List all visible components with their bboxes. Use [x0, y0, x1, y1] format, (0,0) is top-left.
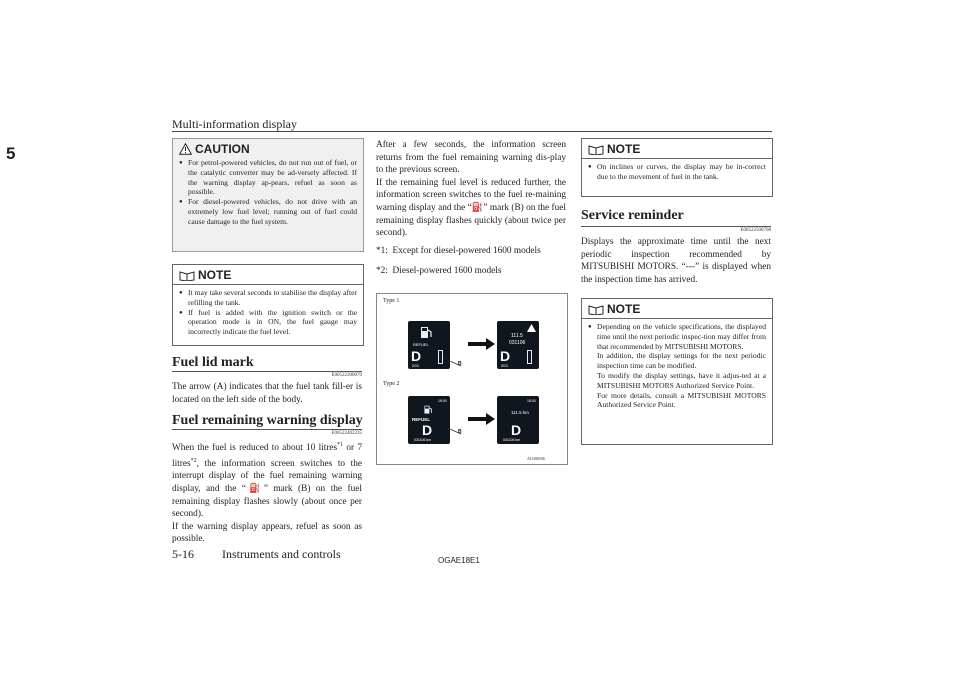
- arrow-right-icon: [468, 338, 496, 350]
- note-item: ● If fuel is added with the ignition switch or the operation mode is in ON, the fuel gauge may incorrectly indicate the fuel level.: [179, 307, 357, 337]
- gear-indicator: D: [500, 348, 511, 364]
- bullet-icon: ●: [588, 164, 592, 170]
- fuel-gauge-bar: [527, 350, 532, 364]
- section-code: E00522402235: [331, 431, 362, 436]
- warning-triangle-icon: [527, 324, 536, 332]
- bullet-icon: ●: [179, 309, 183, 316]
- display-type2-normal: [497, 396, 539, 444]
- fuel-pump-icon: [419, 326, 433, 340]
- trip-readout: 111.5 km: [511, 410, 529, 415]
- section-code: E00522300070: [331, 373, 362, 378]
- note-book-icon: [588, 144, 604, 155]
- odometer: 203: [501, 363, 508, 368]
- caution-label: CAUTION: [195, 142, 250, 156]
- label-b: B: [458, 429, 462, 435]
- chapter-number: 5: [6, 144, 16, 163]
- bullet-icon: ●: [588, 324, 592, 330]
- note-label: NOTE: [607, 302, 641, 316]
- caution-item: ● For petrol-powered vehicles, do not run out of fuel, or the catalytic converter may be ad-versely affected. If the warning display ap-pears, refuel as soon as possible.: [179, 158, 357, 197]
- display-type2-warning: [408, 396, 450, 444]
- caution-header: [173, 139, 363, 158]
- figure-label-type2: Type 2: [383, 381, 400, 387]
- header-rule: [172, 131, 772, 132]
- fuel-lid-text: The arrow (A) indicates that the fuel tank fill-er is located on the left side of the body.: [172, 382, 362, 405]
- note-box-3: [581, 298, 773, 445]
- note-item: ● On inclines or curves, the display may be in-correct due to the movement of fuel in the tank.: [588, 162, 766, 181]
- odometer-readout: 031106: [509, 340, 526, 346]
- refuel-text: REFUEL: [413, 342, 429, 347]
- warning-triangle-icon: [179, 143, 192, 155]
- odometer-readout: 031106 km: [414, 438, 432, 442]
- note-header: [582, 139, 772, 159]
- arrow-right-icon: [468, 413, 496, 425]
- caution-item: ● For diesel-powered vehicles, do not drive with an extremely low fuel level; running out of fuel could cause damage to the fuel system.: [179, 197, 357, 226]
- bullet-icon: ●: [179, 290, 183, 296]
- refuel-text: REFUEL: [412, 417, 430, 422]
- note-box-2: [581, 138, 773, 197]
- running-header: Multi-information display: [172, 117, 297, 131]
- section-title-fuel-warning: Fuel remaining warning display: [172, 413, 363, 428]
- footnote-2: *2: Diesel-powered 1600 models: [376, 266, 502, 276]
- note-item: ● It may take several seconds to stabilise the display after refilling the tank.: [179, 288, 357, 307]
- figure-label-type1: Type 1: [383, 298, 400, 304]
- figure-fuel-warning: [376, 293, 568, 465]
- section-title-service: Service reminder: [581, 208, 684, 223]
- display-type1-normal: [497, 321, 539, 369]
- section-code: E00522500708: [740, 228, 771, 233]
- note-book-icon: [179, 270, 195, 281]
- note-header: [582, 299, 772, 319]
- footer-code: OGAE18E1: [438, 556, 480, 565]
- clock: 18:00: [438, 399, 447, 403]
- note-label: NOTE: [198, 268, 232, 282]
- bullet-icon: ●: [179, 160, 183, 166]
- footer-section: Instruments and controls: [222, 547, 341, 561]
- odometer: 203: [412, 363, 419, 368]
- fuel-warning-text: When the fuel is reduced to about 10 litres$^{*1}$ or 7 litres$^{*2}$, the information screen switches to the interrupt display of the fuel remaining warning display, and the “⛽” mark (B) on the fuel remaining display flashes slowly (about once per second). If the warning display appears, refuel as soon as possible.: [172, 442, 363, 545]
- clock: 18:00: [527, 399, 536, 403]
- trip-readout: 111.5: [511, 333, 523, 339]
- fuel-pump-icon: [423, 405, 433, 415]
- label-b: B: [458, 361, 462, 367]
- note-book-icon: [588, 304, 604, 315]
- note-box-1: [172, 264, 364, 346]
- figure-code: AG300336: [527, 456, 545, 461]
- note-header: [173, 265, 363, 285]
- page-number: 5-16: [172, 547, 194, 561]
- gear-indicator: D: [422, 422, 433, 438]
- gear-indicator: D: [511, 422, 522, 438]
- section-rule: [581, 226, 771, 227]
- service-text: Displays the approximate time until the next periodic inspection recommended by MITSUBISHI MOTORS. “---” is displayed when the inspection time has arrived.: [581, 237, 771, 285]
- gear-indicator: D: [411, 348, 422, 364]
- section-rule: [172, 429, 362, 430]
- note-item: ● Depending on the vehicle specifications, the displayed time until the next periodic inspec-tion may differ from that recommended by MITSUBISHI MOTORS. In addition, the display settings for the next periodic inspection time can be modified. To modify the display settings, have it adjus-ted at a MITSUBISHI MOTORS Authorized Service Point. For more details, consult a MITSUBISHI MOTORS Authorized Service Point.: [588, 322, 766, 410]
- bullet-icon: ●: [179, 199, 183, 206]
- section-rule: [172, 371, 362, 372]
- note-label: NOTE: [607, 142, 641, 156]
- middle-text: After a few seconds, the information screen returns from the fuel remaining warning dis-play to the previous screen. If the remaining fuel level is reduced further, the information screen switches to the fuel re-maining warning display and the “⛽” mark (B) on the fuel remaining display flashes quickly (about twice per second).: [376, 140, 566, 239]
- odometer-readout: 031106 km: [503, 438, 521, 442]
- section-title-fuel-lid: Fuel lid mark: [172, 355, 254, 370]
- caution-box: [172, 138, 364, 252]
- footnote-1: *1: Except for diesel-powered 1600 models: [376, 246, 541, 256]
